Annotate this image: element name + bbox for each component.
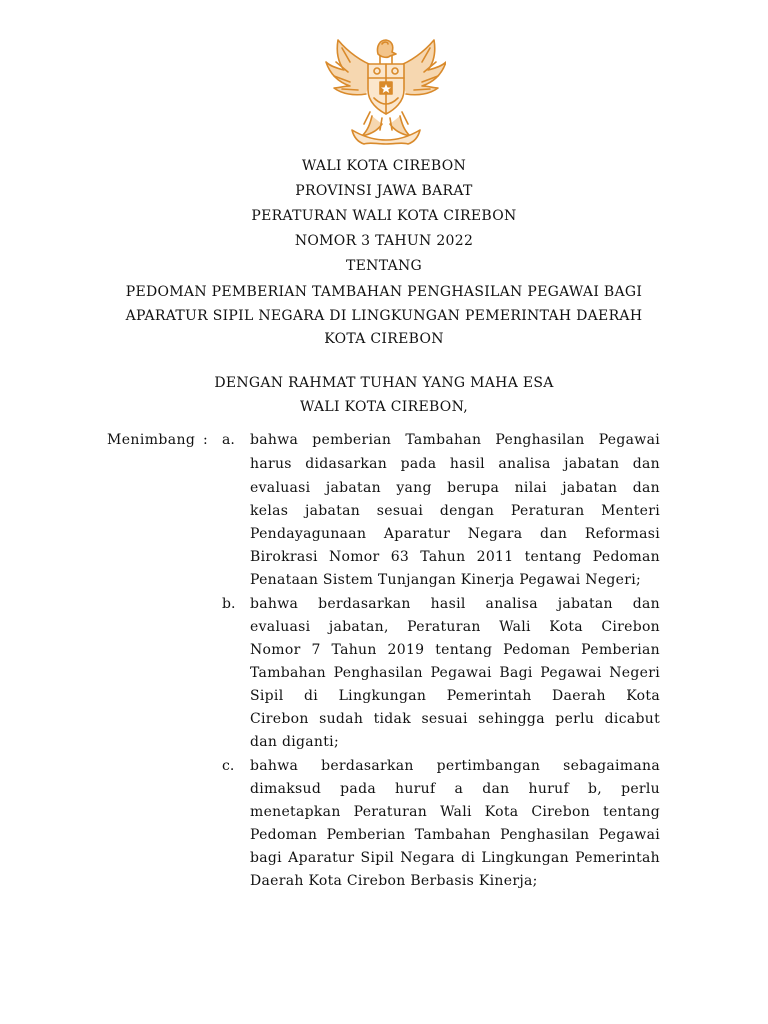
item-b-line: Sipil di Lingkungan Pemerintah Daerah Kota: [250, 688, 660, 704]
item-c-line: Pedoman Pemberian Tambahan Penghasilan Pegawai: [250, 827, 660, 843]
item-a-line: Pendayagunaan Aparatur Negara dan Reformasi: [250, 526, 660, 542]
item-a-line: Penataan Sistem Tunjangan Kinerja Pegawai Negeri;: [250, 572, 642, 588]
opening-regent: WALI KOTA CIREBON,: [299, 399, 468, 415]
item-b-line: Cirebon sudah tidak sesuai sehingga perlu dicabut: [250, 711, 660, 727]
item-c-line: bagi Aparatur Sipil Negara di Lingkungan Pemerintah: [250, 850, 660, 866]
garuda-emblem-icon: [322, 32, 446, 148]
about-heading: TENTANG: [345, 258, 423, 274]
item-b-line: dan diganti;: [250, 734, 339, 750]
regulation-title: PERATURAN WALI KOTA CIREBON: [251, 208, 517, 224]
item-c-line: menetapkan Peraturan Wali Kota Cirebon tentang: [250, 804, 660, 820]
item-a-line: bahwa pemberian Tambahan Penghasilan Pegawai: [250, 432, 660, 448]
item-a-line: Birokrasi Nomor 63 Tahun 2011 tentang Pedoman: [250, 549, 660, 565]
subject-line-1: PEDOMAN PEMBERIAN TAMBAHAN PENGHASILAN PEGAWAI BAGI: [125, 284, 643, 300]
opening-blessing: DENGAN RAHMAT TUHAN YANG MAHA ESA: [214, 375, 554, 391]
province-title: PROVINSI JAWA BARAT: [295, 183, 473, 199]
considering-label: Menimbang: [107, 432, 196, 448]
item-a-line: kelas jabatan sesuai dengan Peraturan Menteri: [250, 503, 660, 519]
subject-line-3: KOTA CIREBON: [324, 331, 444, 347]
item-b-line: evaluasi jabatan, Peraturan Wali Kota Cirebon: [250, 619, 660, 635]
item-b-line: Tambahan Penghasilan Pegawai Bagi Pegawai Negeri: [250, 665, 660, 681]
item-a-line: evaluasi jabatan yang berupa nilai jabatan dan: [250, 480, 660, 496]
item-b-line: bahwa berdasarkan hasil analisa jabatan dan: [250, 596, 660, 612]
regent-title: WALI KOTA CIREBON: [301, 158, 467, 174]
item-a-letter: a.: [222, 432, 235, 448]
item-c-line: Daerah Kota Cirebon Berbasis Kinerja;: [250, 873, 538, 889]
item-a-line: harus didasarkan pada hasil analisa jabatan dan: [250, 456, 660, 472]
item-b-line: Nomor 7 Tahun 2019 tentang Pedoman Pemberian: [250, 642, 660, 658]
item-c-line: dimaksud pada huruf a dan huruf b, perlu: [250, 781, 660, 797]
subject-line-2: APARATUR SIPIL NEGARA DI LINGKUNGAN PEMERINTAH DAERAH: [125, 308, 643, 324]
item-c-letter: c.: [222, 758, 235, 774]
item-b-letter: b.: [222, 596, 236, 612]
regulation-number: NOMOR 3 TAHUN 2022: [294, 233, 474, 249]
considering-colon: :: [203, 432, 208, 448]
item-c-line: bahwa berdasarkan pertimbangan sebagaimana: [250, 758, 660, 774]
